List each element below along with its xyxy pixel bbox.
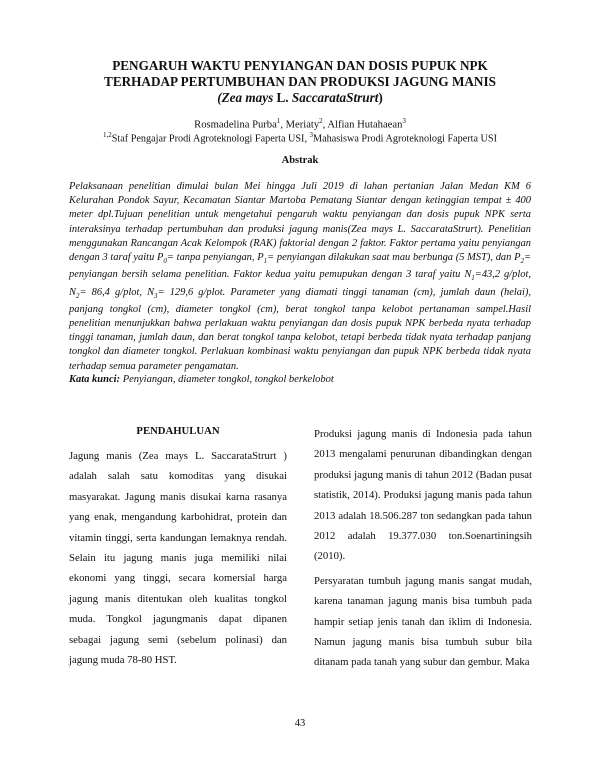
page-number: 43 xyxy=(294,718,306,729)
keywords-label: Kata kunci: xyxy=(69,374,121,385)
abstract-sub-n2: 2 xyxy=(75,291,80,300)
author-1: Rosmadelina Purba xyxy=(194,119,277,131)
author-2: , Meriaty xyxy=(280,119,320,131)
species-variety: SaccarataStrurt xyxy=(291,90,379,105)
abstract-body xyxy=(69,180,531,374)
abstract-text-a: Pelaksanaan penelitian dimulai bulan Mei hingga Juli 2019 di lahan pertanian Jalan Medan KM 6 Kelurahan Pondok Sayur, Kecamatan Siantar Martoba Pematang Siantar dengan ketinggian tempat ± 400 meter dpl.Tujuan penelitian untuk mengetahui pengaruh waktu penyiangan dan dosis pupuk NPK serta interaksinya terhadap pertumbuhan dan produksi jagung manis(Zea mays L. SaccarataStrurt). Penelitian menggunakan Rancangan Acak Kelompok (RAK) faktorial dengan 2 faktor. Faktor pertama yaitu penyiangan dengan 3 taraf yaitu P xyxy=(69,181,531,264)
intro-right-paragraph-2: Persyaratan tumbuh jagung manis sangat mudah, karena tanaman jagung manis bisa tumbuh pada hampir setiap jenis tanah dan iklim di Indonesia. Namun jagung manis bisa tumbuh subur bila ditanam pada tanah yang subur dan gembur. Maka xyxy=(314,574,532,669)
intro-left-column: Jagung manis (Zea mays L. SaccarataStrurt ) adalah salah satu komoditas yang disukai masyarakat. Jagung manis disukai karna rasanya yang enak, mengandung karbohidrat, protein dan vitamin tinggi, serta kandungan lemaknya rendah. Selain itu jagung manis juga memiliki nilai ekonomi yang tinggi, secara komersial harga jagung manis ditentukan oleh kualitas tongkol muda. Tongkol jagungmanis dapat dipanen sebagai jagung semi (sebelum polinasi) dan jagung muda 78-80 HST. xyxy=(69,450,287,667)
paper-title-line-1: PENGARUH WAKTU PENYIANGAN DAN DOSIS PUPUK NPK xyxy=(112,58,488,73)
abstract-text-f: = 86,4 g/plot, N xyxy=(79,286,155,298)
abstract-text-b: = tanpa penyiangan, P xyxy=(166,252,264,264)
author-list xyxy=(40,117,560,131)
abstract-sub-p2: 2 xyxy=(520,257,524,266)
affil-text-1: Staf Pengajar Prodi Agroteknologi Faperta USI, xyxy=(111,133,310,145)
species-name: (Zea mays xyxy=(217,90,274,105)
paper-title-line-3 xyxy=(40,90,560,106)
author-3-sup: 3 xyxy=(402,117,406,125)
author-2-sup: 2 xyxy=(319,117,323,125)
author-1-sup: 1 xyxy=(276,117,281,125)
author-3: , Alfian Hutahaean xyxy=(322,119,403,131)
affil-sup-1: 1,2 xyxy=(103,131,112,139)
abstract-text-g: = 129,6 g/plot. Parameter yang diamati tinggi tanaman (cm), jumlah daun (helai), panjang tongkol (cm), diameter tongkol (cm), berat tongkol tanpa kelobot pertanaman sampel.Hasil penelitian menunjukkan bahwa perlakuan waktu penyiangan dan dosis pupuk NPK berbeda nyata terhadap tinggi tanaman, jumlah daun, dan berat tongkol tanpa kelobot, tetapi berbeda tidak nyata terhadap panjang tongkol dan diameter tongkol. Perlakuan kombinasi waktu penyiangan dan pupuk NPK berbeda tidak nyata terhadap semua parameter pengamatan. xyxy=(69,286,531,372)
abstract-text-e: =43,2 g/plot, N xyxy=(69,269,531,298)
abstract-heading: Abstrak xyxy=(281,155,319,166)
intro-right-column xyxy=(314,424,532,673)
abstract-sub-p1: 1 xyxy=(263,257,268,266)
section-heading-pendahuluan: PENDAHULUAN xyxy=(136,425,220,437)
keywords xyxy=(69,374,539,385)
affiliation xyxy=(40,131,560,144)
species-author: L. xyxy=(273,90,292,105)
affil-sup-2: 3 xyxy=(309,131,314,139)
keywords-text: Penyiangan, diameter tongkol, tongkol berkelobot xyxy=(120,374,334,385)
abstract-text-d: = penyiangan bersih selama penelitian. Faktor kedua yaitu pemupukan dengan 3 taraf yaitu N xyxy=(69,252,531,281)
intro-right-paragraph-1: Produksi jagung manis di Indonesia pada tahun 2013 mengalami penurunan dibandingkan dengan produksi jagung manis di tahun 2012 (Badan pusat statistik, 2014). Produksi jagung manis pada tahun 2013 adalah 18.506.287 ton sedangkan pada tahun 2012 adalah 19.377.030 ton.Soenartiningsih (2010). xyxy=(314,428,532,563)
abstract-text-c: = penyiangan dilakukan saat mau berbunga (5 MST), dan P xyxy=(267,252,521,264)
abstract-sub-n3: 3 xyxy=(154,291,158,300)
paper-title-line-2: TERHADAP PERTUMBUHAN DAN PRODUKSI JAGUNG MANIS xyxy=(104,74,496,89)
abstract-sub-p0: 0 xyxy=(163,257,167,266)
affil-text-2: Mahasiswa Prodi Agroteknologi Faperta USI xyxy=(313,133,497,145)
abstract-sub-n1: 1 xyxy=(471,274,475,283)
title-close-paren: ) xyxy=(378,90,383,105)
